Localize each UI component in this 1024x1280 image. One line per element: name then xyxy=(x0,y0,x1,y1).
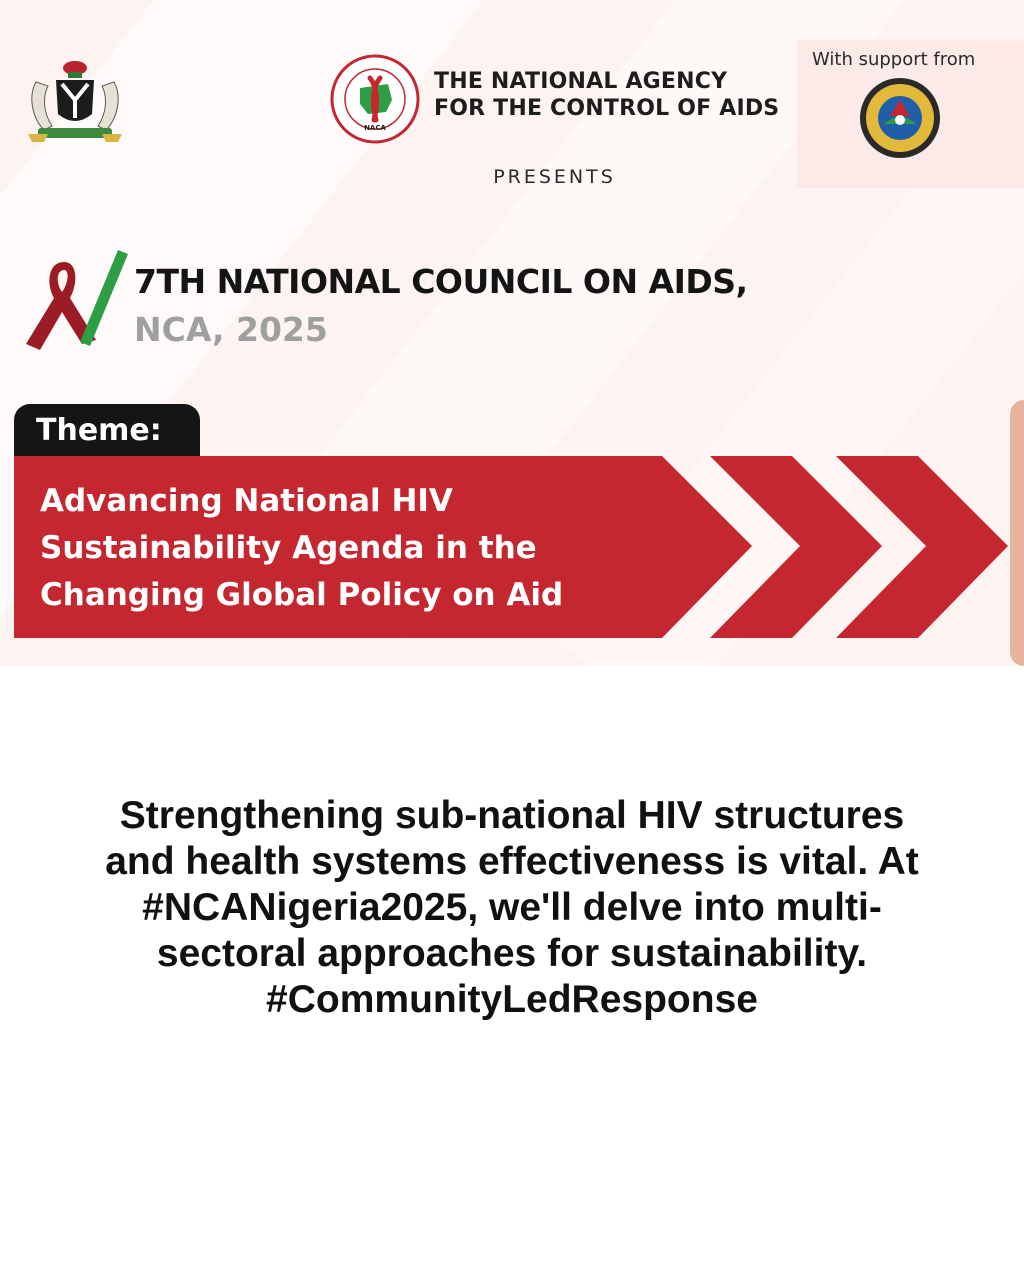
theme-line1: Advancing National HIV xyxy=(40,483,453,519)
message-line3: #NCANigeria2025, we'll delve into multi- xyxy=(142,886,882,929)
agency-name xyxy=(434,68,779,122)
post-message xyxy=(40,793,984,1023)
theme-line3: Changing Global Policy on Aid xyxy=(40,577,564,613)
message-line1: Strengthening sub-national HIV structures xyxy=(119,794,905,837)
message-line2: and health systems effectiveness is vital. At xyxy=(105,840,919,883)
agency-name-line1: THE NATIONAL AGENCY xyxy=(434,69,728,94)
message-line5: #CommunityLedResponse xyxy=(266,978,758,1021)
support-label: With support from xyxy=(812,49,976,70)
lagos-state-seal-icon xyxy=(858,76,942,160)
nigeria-coat-of-arms-icon xyxy=(22,52,128,144)
theme-line2: Sustainability Agenda in the xyxy=(40,530,537,566)
photo-edge xyxy=(1010,400,1024,666)
theme-statement xyxy=(40,478,680,619)
presents-label: PRESENTS xyxy=(493,166,616,188)
naca-seal-icon xyxy=(330,54,420,144)
agency-name-line2: FOR THE CONTROL OF AIDS xyxy=(434,96,780,121)
naca-seal-abbr: NACA xyxy=(364,124,386,132)
event-subtitle: NCA, 2025 xyxy=(134,310,328,349)
event-title: 7TH NATIONAL COUNCIL ON AIDS, xyxy=(134,262,748,301)
message-line4: sectoral approaches for sustainability. xyxy=(156,932,868,975)
theme-label: Theme: xyxy=(36,413,162,448)
awareness-ribbon-icon xyxy=(20,248,132,352)
